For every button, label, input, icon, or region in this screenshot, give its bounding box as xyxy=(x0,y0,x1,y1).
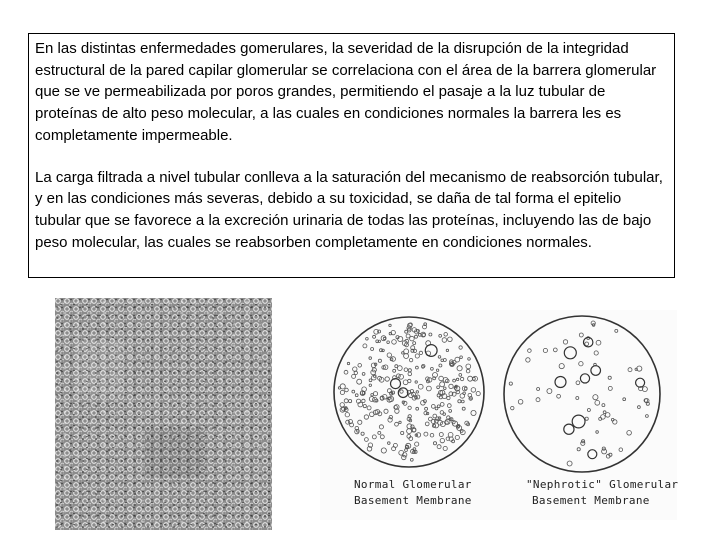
pore xyxy=(608,376,611,379)
pore xyxy=(455,435,459,439)
pore xyxy=(389,324,391,326)
pore xyxy=(371,348,374,351)
pore xyxy=(563,340,567,344)
pore xyxy=(466,364,471,369)
pore xyxy=(430,433,434,437)
pore xyxy=(431,405,435,409)
pore xyxy=(444,333,448,337)
pore xyxy=(397,366,402,371)
pore xyxy=(440,382,445,387)
pore xyxy=(461,400,464,403)
pore xyxy=(353,367,357,371)
pore xyxy=(429,333,432,336)
pore xyxy=(587,409,590,412)
pore xyxy=(543,348,547,352)
pore xyxy=(437,445,441,449)
pore xyxy=(446,349,448,351)
pore xyxy=(613,420,617,424)
pore xyxy=(398,336,403,341)
pore xyxy=(379,425,383,429)
pore xyxy=(416,366,419,369)
pore xyxy=(355,394,358,397)
pore xyxy=(646,415,649,418)
pore xyxy=(440,438,444,442)
pore xyxy=(559,364,564,369)
pore xyxy=(352,390,355,393)
pore xyxy=(441,359,444,362)
pore xyxy=(409,358,412,361)
pore xyxy=(399,374,404,379)
pore xyxy=(615,329,618,332)
pore xyxy=(352,374,356,378)
pore xyxy=(395,422,399,426)
pore xyxy=(476,392,480,396)
pore xyxy=(338,387,340,389)
pore xyxy=(424,432,428,436)
pore xyxy=(362,373,365,376)
pore xyxy=(466,369,470,373)
pore xyxy=(443,413,446,416)
pore xyxy=(418,384,423,389)
large-pore xyxy=(636,378,645,387)
pore xyxy=(345,388,349,392)
pore xyxy=(447,396,450,399)
pore xyxy=(518,400,523,405)
pore xyxy=(596,431,599,434)
pore xyxy=(448,337,453,342)
nephrotic-caption-line1: "Nephrotic" Glomerular xyxy=(526,478,679,491)
pore xyxy=(471,388,476,393)
nephrotic-caption-line2: Basement Membrane xyxy=(532,494,650,507)
pore xyxy=(381,448,386,453)
pore xyxy=(373,335,376,338)
micrograph-image xyxy=(55,298,272,530)
pore xyxy=(416,391,418,393)
pore xyxy=(393,443,397,447)
normal-caption-line2: Basement Membrane xyxy=(354,494,472,507)
pore xyxy=(344,370,348,374)
pore xyxy=(357,379,362,384)
pore xyxy=(457,366,462,371)
pore xyxy=(464,387,467,390)
pore xyxy=(369,357,372,360)
pore xyxy=(448,432,453,437)
pore xyxy=(460,356,463,359)
pore xyxy=(363,405,366,408)
pore xyxy=(363,344,367,348)
pore xyxy=(439,364,442,367)
nephrotic-pores xyxy=(509,321,649,466)
pore xyxy=(399,421,401,423)
pore xyxy=(405,330,408,333)
pore xyxy=(402,455,406,459)
pore xyxy=(387,341,390,344)
pore xyxy=(415,381,417,383)
pore xyxy=(471,410,476,415)
large-pore xyxy=(564,347,576,359)
pore xyxy=(370,412,375,417)
nephrotic-membrane-circle xyxy=(504,316,660,472)
pore xyxy=(408,406,411,409)
large-pore xyxy=(588,450,597,459)
pore xyxy=(413,342,416,345)
pore xyxy=(553,348,557,352)
text-box xyxy=(28,33,675,278)
pore xyxy=(593,395,598,400)
large-pore xyxy=(555,377,566,388)
pore xyxy=(372,435,376,439)
pore xyxy=(455,357,460,362)
pore xyxy=(369,397,374,402)
pore xyxy=(410,458,413,461)
pore xyxy=(443,446,447,450)
pore xyxy=(401,431,404,434)
pore xyxy=(392,340,397,345)
pore xyxy=(371,370,376,375)
pore xyxy=(378,359,381,362)
paragraph-2: La carga filtrada a nivel tubular conlleva a la saturación del mecanismo de reabsorción tubular, y en las condiciones más severas, debido a su toxicidad, se daña de tal forma el epitelio tubular que se favorece a la excreción urinaria de todas las proteínas, incluyendo las de bajo peso molecular, las cuales se reabsorben completamente en condiciones normales. xyxy=(35,168,663,251)
pore xyxy=(602,404,605,407)
pore xyxy=(596,340,601,345)
pore xyxy=(387,389,391,393)
pore xyxy=(358,420,362,424)
pore xyxy=(642,387,647,392)
pore xyxy=(459,346,462,349)
pore xyxy=(415,354,419,358)
pore xyxy=(387,353,391,357)
pore xyxy=(415,442,419,446)
pore xyxy=(458,400,461,403)
pore xyxy=(576,381,580,385)
normal-pores xyxy=(338,323,480,461)
pore xyxy=(567,461,572,466)
pore xyxy=(378,431,381,434)
pore xyxy=(408,372,412,376)
pore xyxy=(429,417,433,421)
pore xyxy=(361,432,364,435)
pore xyxy=(442,338,447,343)
micrograph-texture xyxy=(55,298,272,530)
pore xyxy=(526,358,530,362)
pore xyxy=(403,453,407,457)
normal-caption-line1: Normal Glomerular xyxy=(354,478,472,491)
pore xyxy=(579,362,583,366)
pore xyxy=(408,323,412,327)
pore xyxy=(594,351,598,355)
pore xyxy=(444,387,447,390)
membrane-diagram xyxy=(320,310,677,520)
pore xyxy=(380,435,384,439)
pore xyxy=(366,338,369,341)
pore xyxy=(378,330,381,333)
pore xyxy=(340,390,344,394)
pore xyxy=(449,384,453,388)
pore xyxy=(439,334,442,337)
pore xyxy=(400,390,403,393)
large-pore xyxy=(391,379,401,389)
pore xyxy=(536,398,540,402)
pore xyxy=(439,433,443,437)
pore xyxy=(407,429,412,434)
pore xyxy=(619,448,623,452)
pore xyxy=(433,442,436,445)
pore xyxy=(528,349,532,353)
pore xyxy=(388,442,391,445)
pore xyxy=(425,422,429,426)
pore xyxy=(623,398,626,401)
large-pore xyxy=(591,366,601,376)
pore xyxy=(605,413,610,418)
large-pore xyxy=(564,424,574,434)
pore xyxy=(349,400,352,403)
pore xyxy=(404,368,408,372)
pore xyxy=(537,388,540,391)
pore xyxy=(369,379,372,382)
pore xyxy=(438,356,441,359)
pore xyxy=(358,364,362,368)
pore xyxy=(365,438,369,442)
pore xyxy=(402,352,404,354)
pore xyxy=(437,405,440,408)
pore xyxy=(364,415,368,419)
pore xyxy=(579,333,583,337)
pore xyxy=(468,358,471,361)
pore xyxy=(459,374,462,377)
pore xyxy=(405,449,408,452)
pore xyxy=(509,382,512,385)
pore xyxy=(439,376,444,381)
pore xyxy=(345,413,349,417)
pore xyxy=(436,369,438,371)
pore xyxy=(362,399,365,402)
pore xyxy=(576,397,579,400)
pore xyxy=(408,369,411,372)
pore xyxy=(447,404,451,408)
pore xyxy=(628,368,632,372)
pore xyxy=(470,397,472,399)
pore xyxy=(371,394,374,397)
pore xyxy=(385,377,389,381)
pore xyxy=(468,376,473,381)
pore xyxy=(347,362,349,364)
large-pore xyxy=(425,345,437,357)
pore xyxy=(427,386,432,391)
pore xyxy=(638,406,641,409)
pore xyxy=(456,378,458,380)
pore xyxy=(403,380,408,385)
pore xyxy=(460,377,463,380)
pore xyxy=(415,335,418,338)
pore xyxy=(577,448,580,451)
pore xyxy=(346,420,350,424)
pore xyxy=(585,417,588,420)
pore xyxy=(595,400,600,405)
pore xyxy=(425,407,428,410)
pore xyxy=(608,386,612,390)
large-pore xyxy=(572,415,585,428)
pore xyxy=(627,431,632,436)
pore xyxy=(460,394,465,399)
pore xyxy=(440,403,444,407)
pore xyxy=(416,407,419,410)
pore xyxy=(462,407,465,410)
pore xyxy=(393,369,396,372)
pore xyxy=(447,416,450,419)
pore xyxy=(383,337,385,339)
pore xyxy=(369,384,371,386)
pore xyxy=(410,336,415,341)
pore xyxy=(367,406,371,410)
pore xyxy=(603,411,606,414)
pore xyxy=(362,387,367,392)
pore xyxy=(445,419,450,424)
pore xyxy=(453,379,456,382)
pore xyxy=(557,394,561,398)
pore xyxy=(389,415,392,418)
paragraph-1: En las distintas enfermedades gomerulares, la severidad de la disrupción de la integridad estructural de la pared capilar glomerular se correlaciona con el área de la barrera glomerular que se ve permeabilizada por poros grandes, permitiendo el pasaje a la luz tubular de proteínas de alto peso molecular, a las cuales en condiciones normales la barrera les es completamente impermeable. xyxy=(35,40,657,144)
pore xyxy=(354,371,357,374)
pore xyxy=(419,351,422,354)
pore xyxy=(547,389,552,394)
normal-membrane-circle xyxy=(334,317,484,467)
pore xyxy=(431,367,434,370)
pore xyxy=(437,386,440,389)
pore xyxy=(340,403,344,407)
pore xyxy=(449,410,452,413)
pore xyxy=(384,409,388,413)
pore xyxy=(344,399,348,403)
pore xyxy=(412,428,415,431)
pore xyxy=(373,392,377,396)
pore xyxy=(511,406,514,409)
pore xyxy=(372,375,377,380)
large-pore xyxy=(580,374,589,383)
